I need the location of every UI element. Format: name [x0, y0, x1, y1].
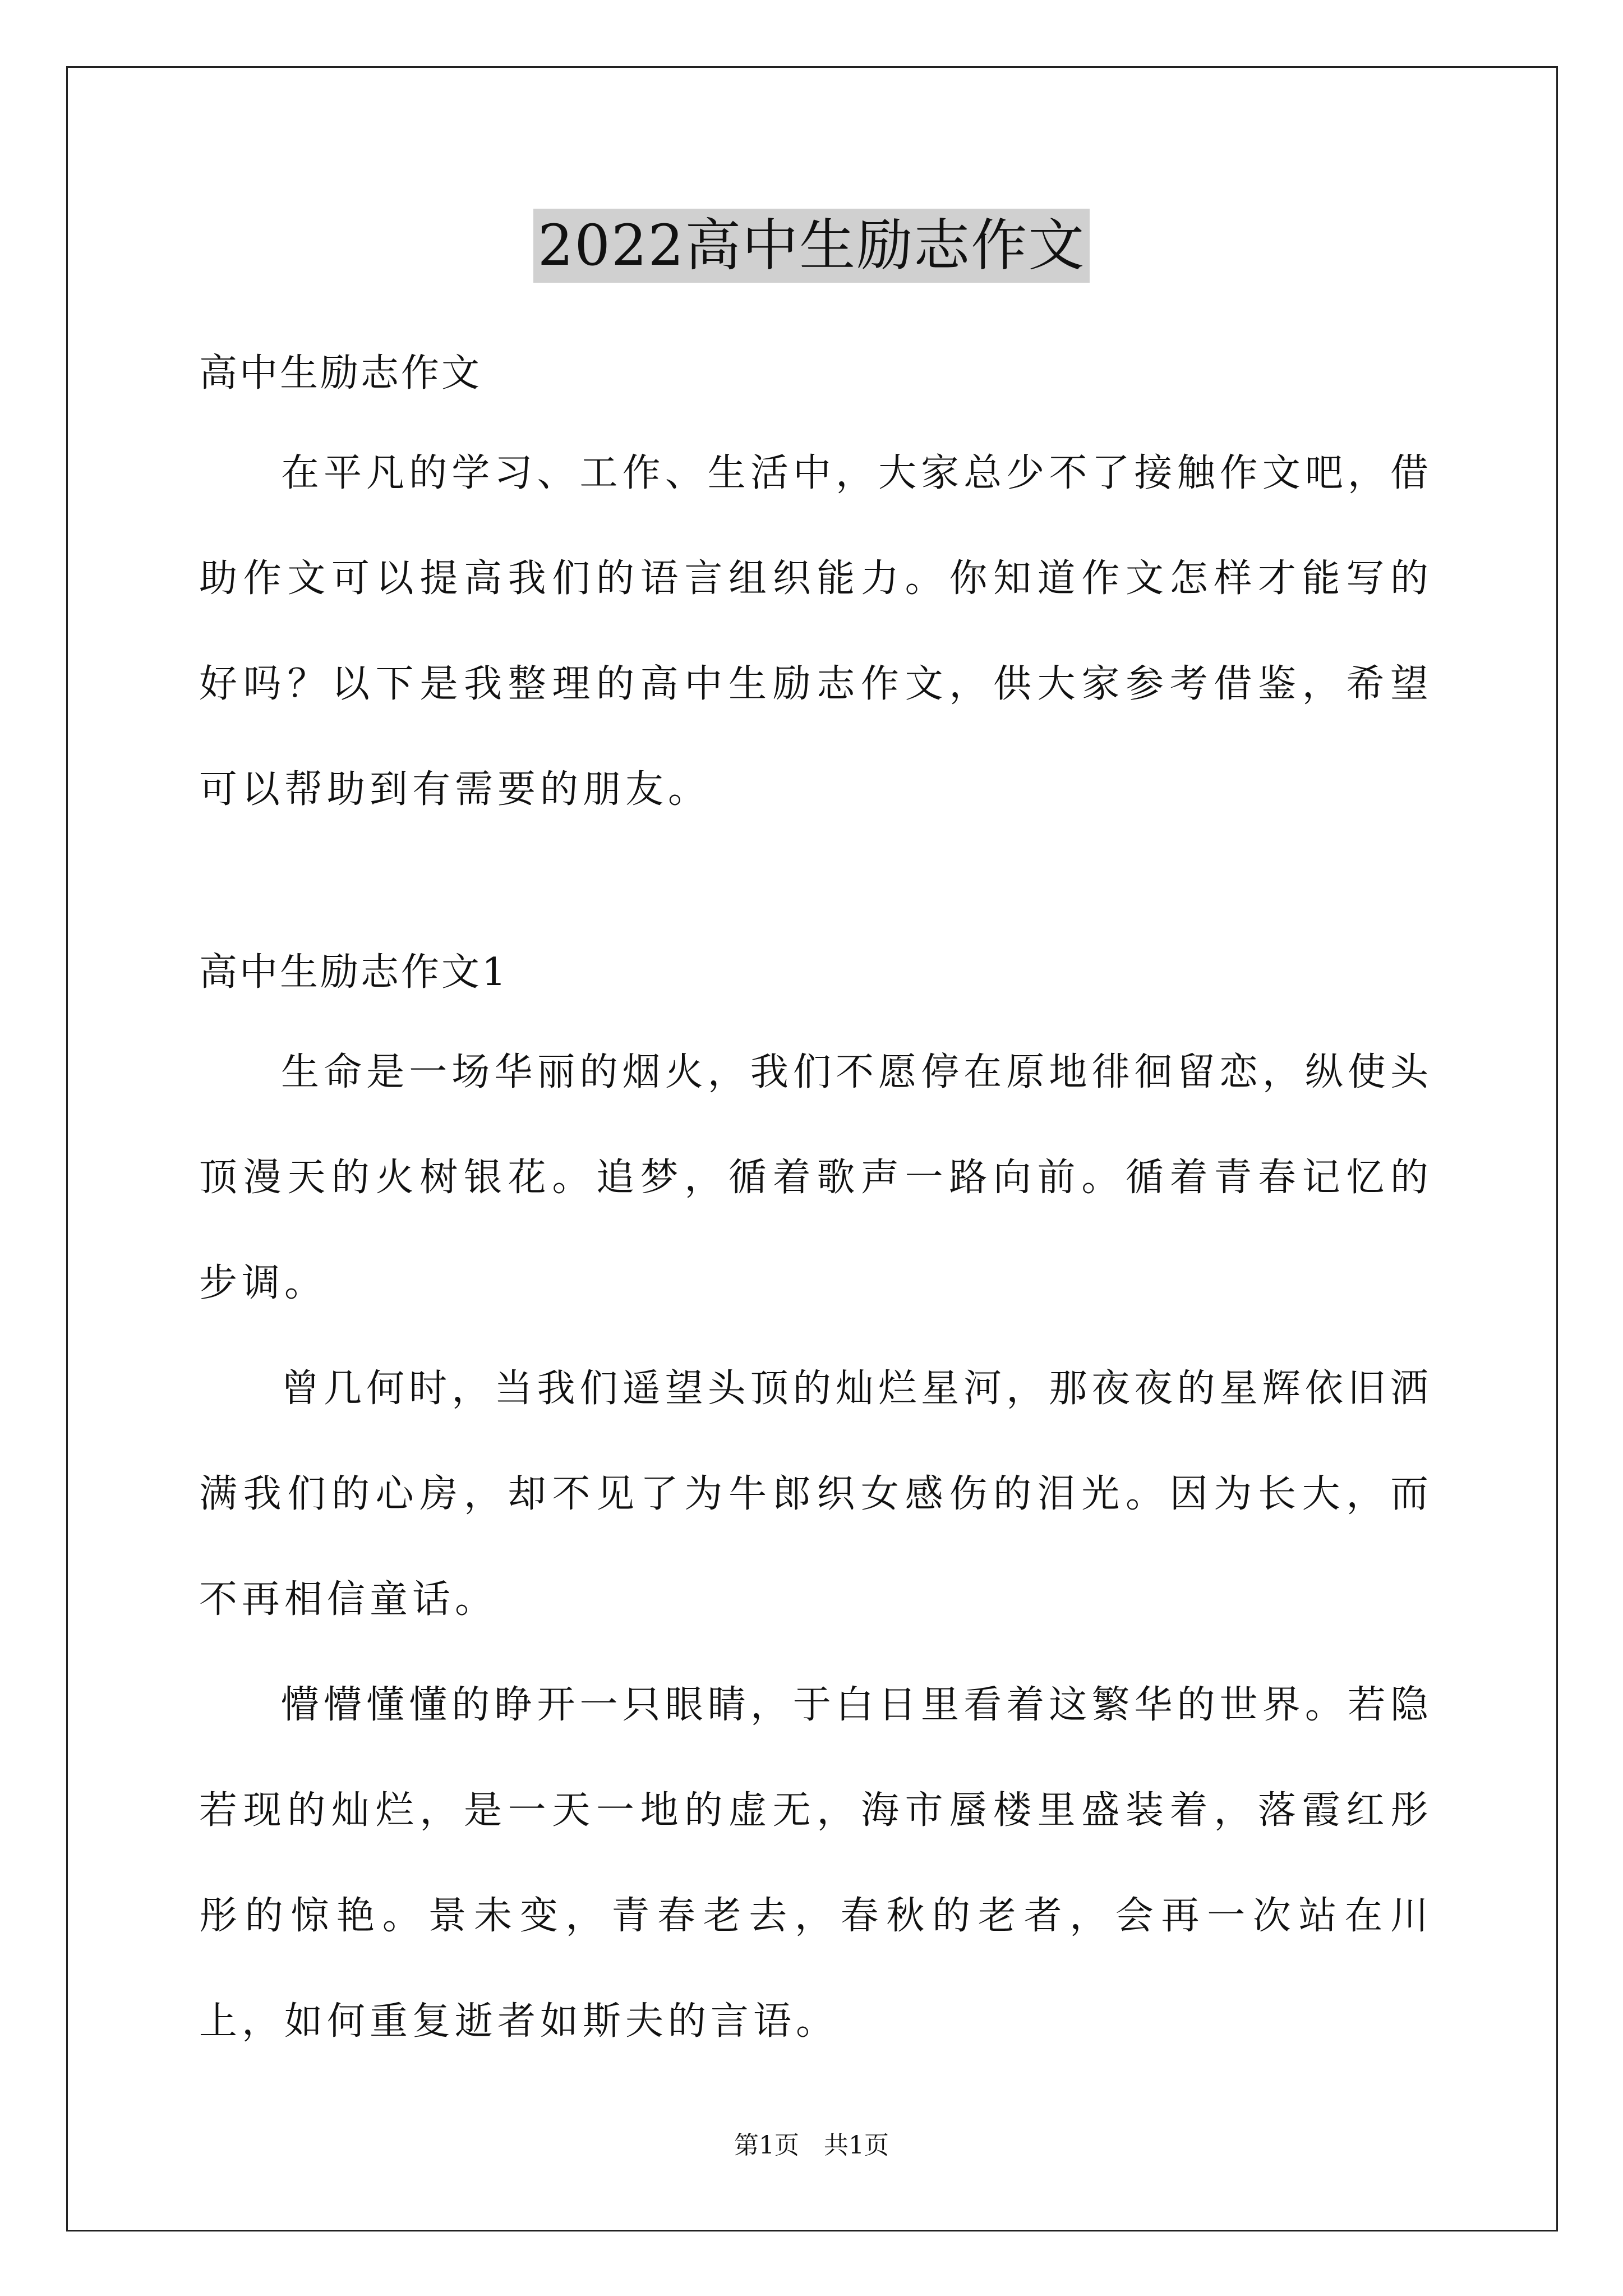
title-container: [0, 209, 1623, 283]
document-title: 2022高中生励志作文: [533, 209, 1090, 283]
essay-paragraph: 生命是一场华丽的烟火，我们不愿停在原地徘徊留恋，纵使头顶漫天的火树银花。追梦，循着歌声一路向前。循着青春记忆的步调。: [199, 1050, 1433, 1305]
intro-paragraph: 在平凡的学习、工作、生活中，大家总少不了接触作文吧，借助作文可以提高我们的语言组织能力。你知道作文怎样才能写的好吗？以下是我整理的高中生励志作文，供大家参考借鉴，希望可以帮助到有需要的朋友。: [199, 451, 1433, 812]
essay-paragraph: 懵懵懂懂的睁开一只眼睛，于白日里看着这繁华的世界。若隐若现的灿烂，是一天一地的虚无，海市蜃楼里盛装着，落霞红彤彤的惊艳。景未变，青春老去，春秋的老者，会再一次站在川上，如何重复逝者如斯夫的言语。: [199, 1683, 1433, 2044]
document-body: [199, 349, 1433, 2074]
section-heading-intro: 高中生励志作文: [199, 351, 482, 395]
section-heading-essay-1: 高中生励志作文1: [199, 950, 509, 995]
page-number-footer: 第1页 共1页: [734, 2131, 889, 2160]
essay-paragraph: 曾几何时，当我们遥望头顶的灿烂星河，那夜夜的星辉依旧洒满我们的心房，却不见了为牛郎织女感伤的泪光。因为长大，而不再相信童话。: [199, 1366, 1433, 1622]
